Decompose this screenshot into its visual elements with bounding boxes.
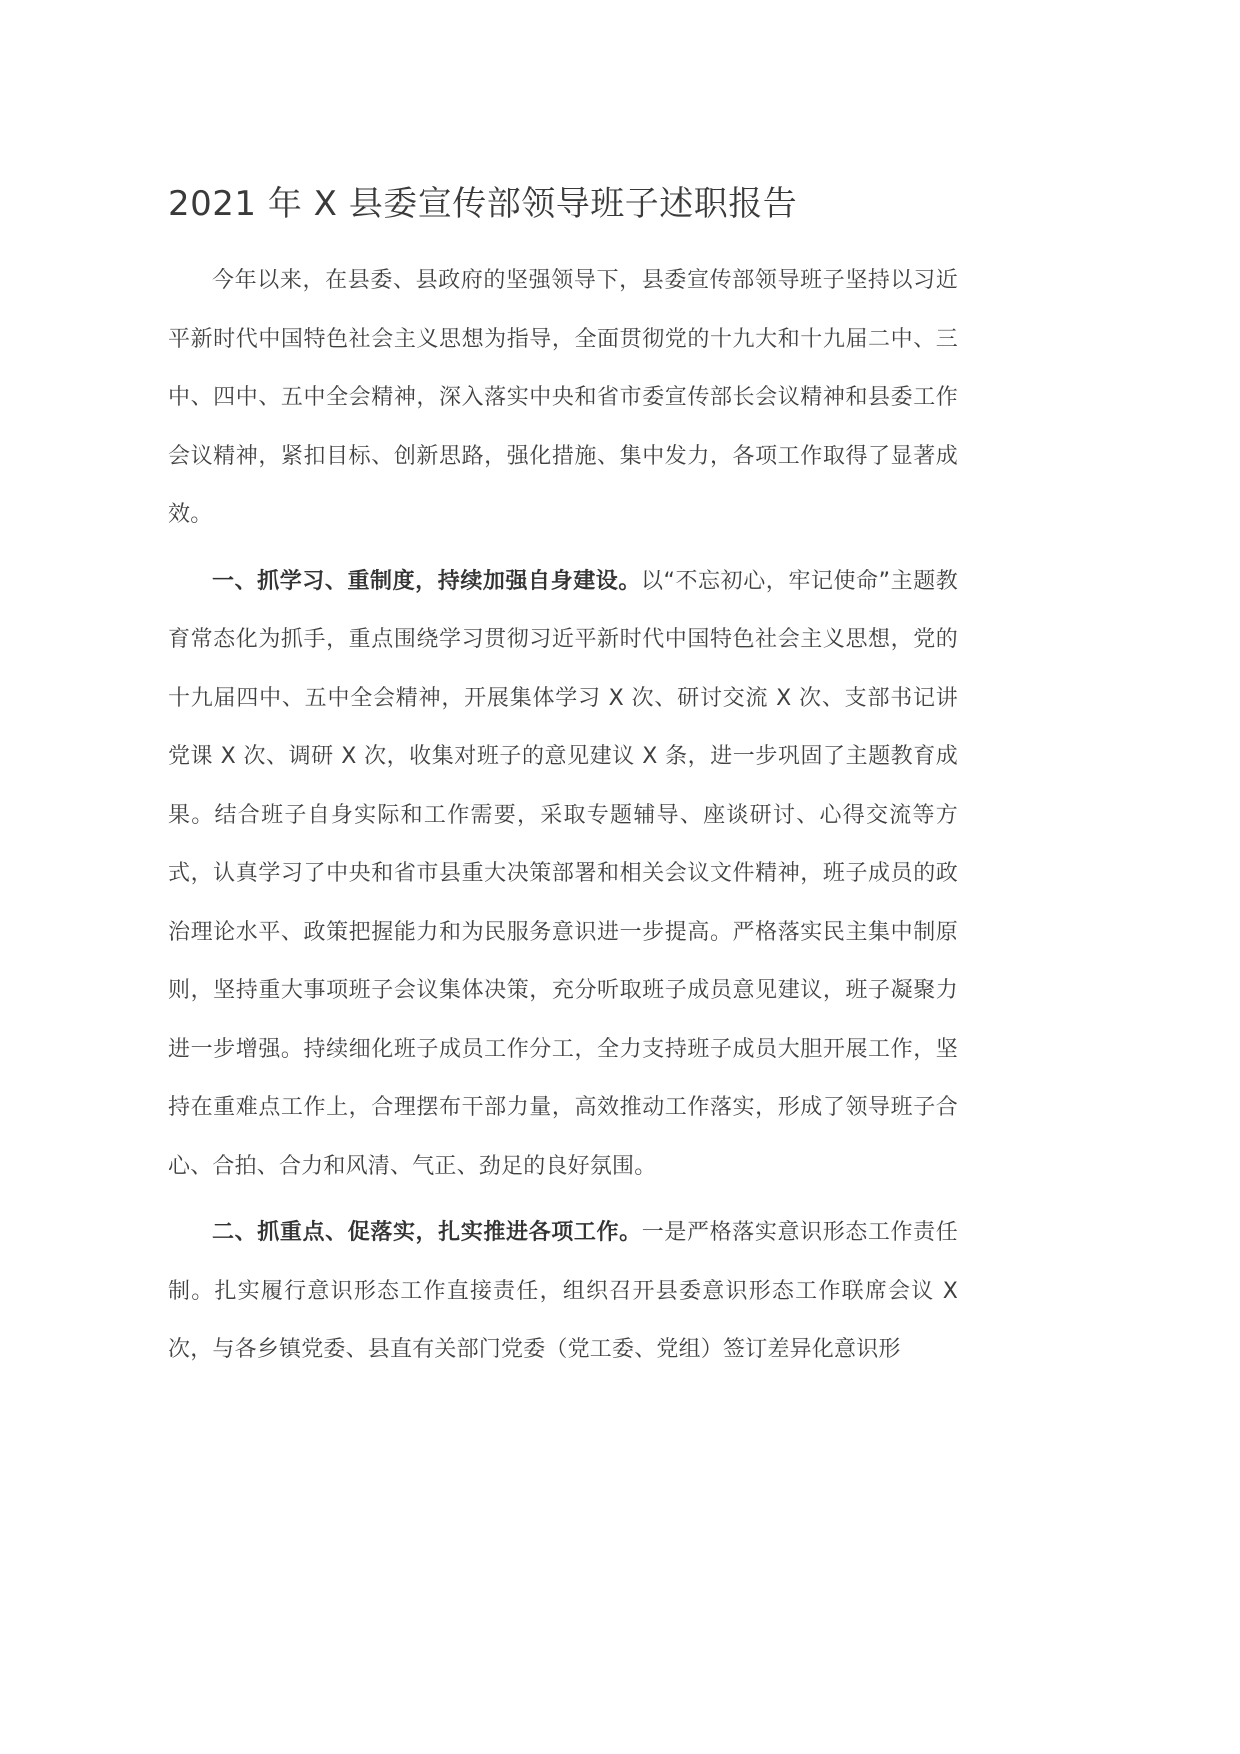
paragraph-text: 一是严格落实意识形态工作责任制。扎实履行意识形态工作直接责任，组织召开县委意识形态工作联席会议 X 次，与各乡镇党委、县直有关部门党委（党工委、党组）签订差异化意识形 [168,1220,958,1362]
section-heading: 二、抓重点、促落实，扎实推进各项工作。 [212,1220,642,1245]
paragraph-section-1 [168,553,958,1197]
document-page [168,178,958,1388]
paragraph-text: 今年以来，在县委、县政府的坚强领导下，县委宣传部领导班子坚持以习近平新时代中国特色社会主义思想为指导，全面贯彻党的十九大和十九届二中、三中、四中、五中全会精神，深入落实中央和省市委宣传部长会议精神和县委工作会议精神，紧扣目标、创新思路，强化措施、集中发力，各项工作取得了显著成效。 [168,268,958,527]
paragraph-section-2 [168,1204,958,1380]
paragraph-intro [168,252,958,545]
document-title: 2021 年 X 县委宣传部领导班子述职报告 [168,184,798,224]
paragraph-text: 以“不忘初心，牢记使命”主题教育常态化为抓手，重点围绕学习贯彻习近平新时代中国特色社会主义思想，党的十九届四中、五中全会精神，开展集体学习 X 次、研讨交流 X 次、支部书记讲党课 X 次、调研 X 次，收集对班子的意见建议 X 条，进一步巩固了主题教育成果。结合班子自身实际和工作需要，采取专题辅导、座谈研讨、心得交流等方式，认真学习了中央和省市县重大决策部署和相关会议文件精神，班子成员的政治理论水平、政策把握能力和为民服务意识进一步提高。严格落实民主集中制原则，坚持重大事项班子会议集体决策，充分听取班子成员意见建议，班子凝聚力进一步增强。持续细化班子成员工作分工，全力支持班子成员大胆开展工作，坚持在重难点工作上，合理摆布干部力量，高效推动工作落实，形成了领导班子合心、合拍、合力和风清、气正、劲足的良好氛围。 [168,568,958,1179]
section-heading: 一、抓学习、重制度，持续加强自身建设。 [212,568,641,594]
